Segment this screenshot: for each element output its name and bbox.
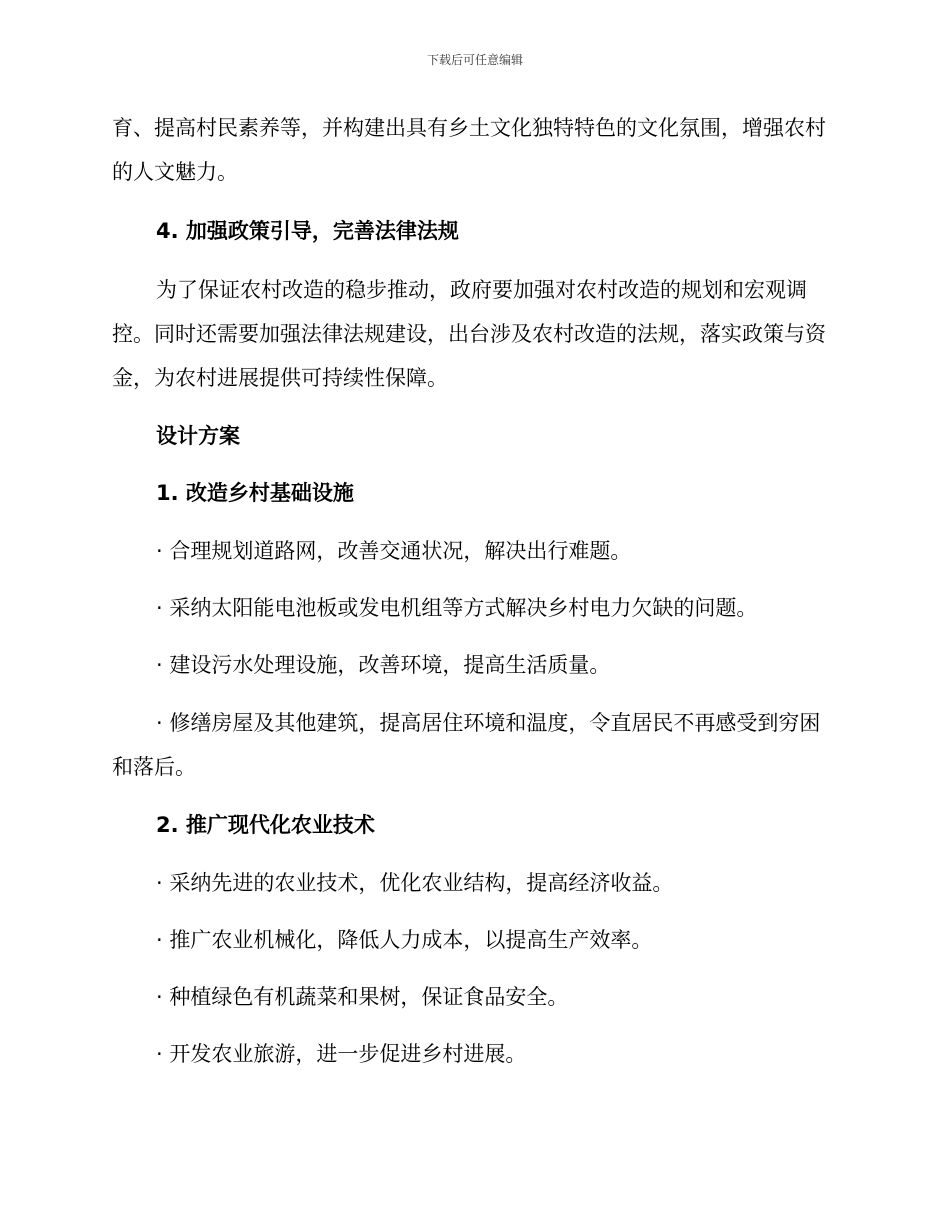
page-header-watermark: 下载后可任意编辑	[426, 53, 523, 67]
list-item: · 合理规划道路网，改善交通状况，解决出行难题。	[156, 539, 632, 563]
list-item: · 采纳太阳能电池板或发电机组等方式解决乡村电力欠缺的问题。	[156, 596, 758, 620]
section-heading-design: 设计方案	[156, 424, 240, 448]
policy-paragraph: 为了保证农村改造的稳步推动，政府要加强对农村改造的规划和宏观调控。同时还需要加强法律法规建设，出台涉及农村改造的法规，落实政策与资金，为农村进展提供可持续性保障。	[112, 278, 826, 390]
list-item: · 采纳先进的农业技术，优化农业结构，提高经济收益。	[156, 871, 674, 895]
subsection-heading-agriculture: 2. 推广现代化农业技术	[156, 813, 375, 837]
subsection-heading-infrastructure: 1. 改造乡村基础设施	[156, 481, 354, 505]
section-heading-policy: 4. 加强政策引导，完善法律法规	[156, 219, 459, 243]
list-item: · 开发农业旅游，进一步促进乡村进展。	[156, 1042, 527, 1066]
list-item: · 种植绿色有机蔬菜和果树，保证食品安全。	[156, 985, 569, 1009]
list-item: · 推广农业机械化，降低人力成本，以提高生产效率。	[156, 928, 653, 952]
continuation-paragraph: 育、提高村民素养等，并构建出具有乡土文化独特特色的文化氛围，增强农村的人文魅力。	[112, 116, 826, 184]
list-item: · 修缮房屋及其他建筑，提高居住环境和温度，令直居民不再感受到穷困和落后。	[112, 711, 821, 779]
list-item: · 建设污水处理设施，改善环境，提高生活质量。	[156, 653, 611, 677]
